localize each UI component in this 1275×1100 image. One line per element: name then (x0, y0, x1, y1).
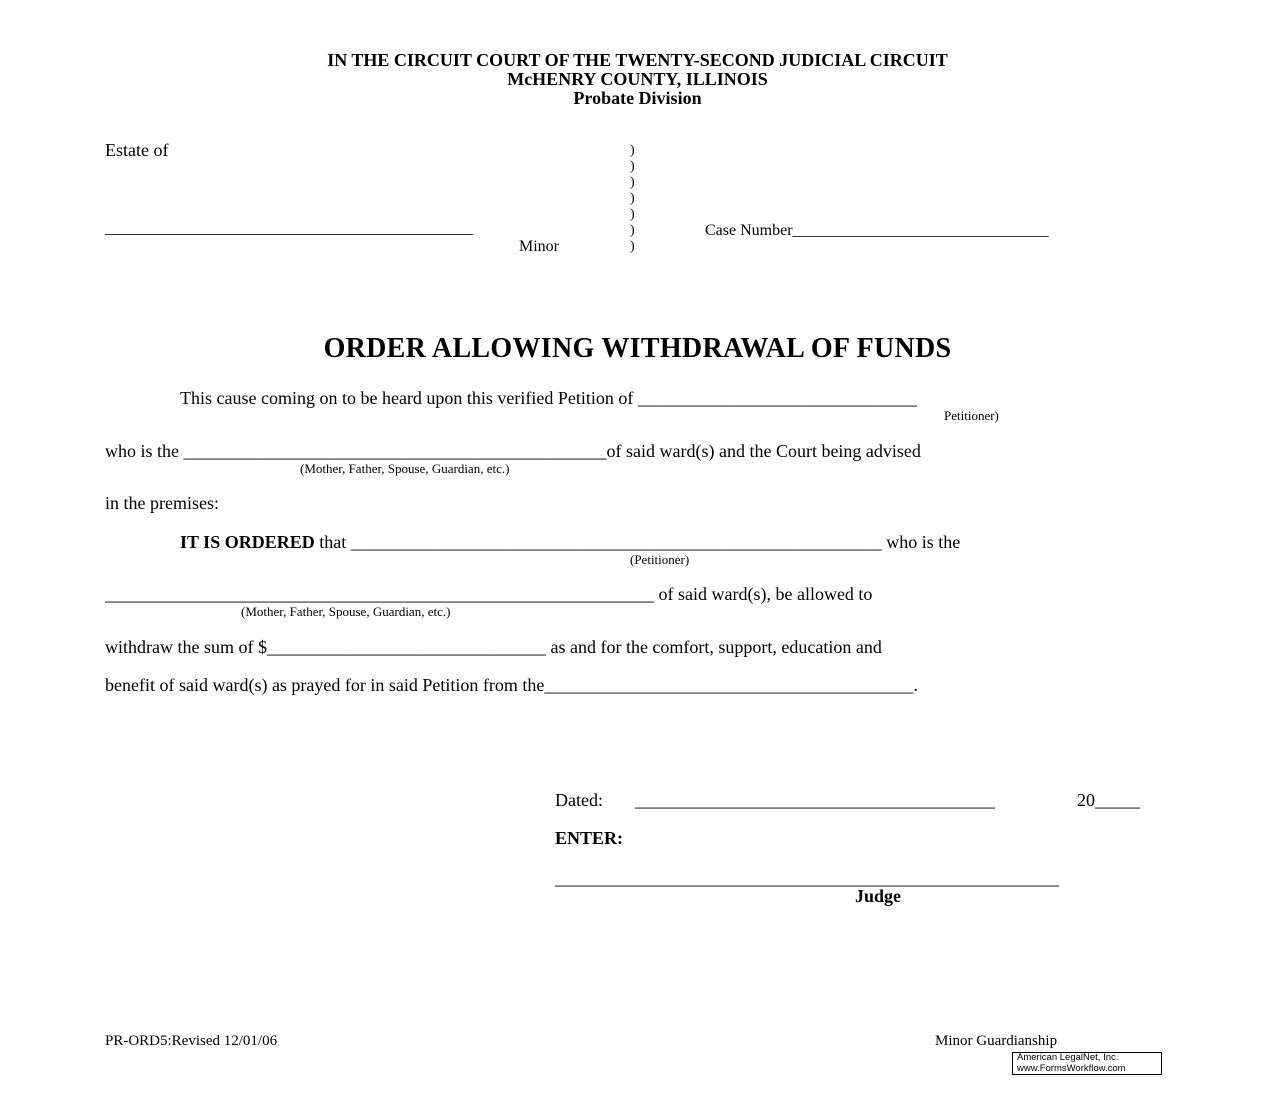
case-number-line: ________________________________ (792, 222, 1049, 239)
court-name: IN THE CIRCUIT COURT OF THE TWENTY-SECOND JUDICIAL CIRCUIT (327, 50, 948, 70)
case-number-field (705, 222, 1049, 240)
petition-line: This cause coming on to be heard upon this verified Petition of _______________________________ (180, 388, 917, 408)
county-name: McHENRY COUNTY, ILLINOIS (507, 69, 768, 89)
division-name: Probate Division (573, 88, 702, 108)
dated-line: ________________________________________ (635, 790, 995, 810)
relation-caption: (Mother, Father, Spouse, Guardian, etc.) (300, 461, 510, 476)
caption-paren: ) (630, 143, 635, 158)
caption-paren: ) (630, 191, 635, 206)
relation-line (105, 441, 921, 462)
case-number-label: Case Number (705, 222, 793, 239)
minor-label: Minor (519, 238, 559, 255)
form-category: Minor Guardianship (935, 1033, 1058, 1049)
relation-caption-2: (Mother, Father, Spouse, Guardian, etc.) (241, 604, 451, 619)
estate-name-line: ______________________________________________ (105, 220, 473, 237)
premises-line: in the premises: (105, 493, 219, 513)
relation-blank: _______________________________________________ (183, 441, 607, 461)
judge-signature-line: ________________________________________________________ (555, 868, 1059, 888)
estate-of-label: Estate of (105, 140, 169, 160)
ordered-line (180, 532, 960, 553)
petitioner-caption: Petitioner) (944, 408, 999, 423)
document-title: ORDER ALLOWING WITHDRAWAL OF FUNDS (323, 333, 952, 364)
relation-suffix: of said ward(s) and the Court being advised (606, 441, 921, 461)
badge-company: American LegalNet, Inc. (1017, 1052, 1119, 1063)
caption-paren: ) (630, 207, 635, 222)
petitioner-caption-2: (Petitioner) (630, 552, 690, 567)
dated-label: Dated: (555, 790, 603, 810)
year-field: 20_____ (1077, 790, 1140, 810)
judge-label: Judge (855, 886, 902, 906)
relation-prefix: who is the (105, 441, 184, 461)
caption-paren: ) (630, 239, 635, 254)
form-id: PR-ORD5:Revised 12/01/06 (105, 1033, 278, 1049)
ordered-text: that ___________________________________________________________ who is the (314, 532, 961, 552)
enter-label: ENTER: (555, 828, 624, 848)
caption-paren: ) (630, 223, 635, 238)
ordered-heading: IT IS ORDERED (180, 532, 315, 552)
benefit-line: benefit of said ward(s) as prayed for in said Petition from the_________________________________________. (105, 675, 918, 695)
caption-paren: ) (630, 175, 635, 190)
relation-line-2: _____________________________________________________________ of said ward(s), be allowed to (105, 584, 873, 604)
caption-paren: ) (630, 159, 635, 174)
badge-url: www.FormsWorkflow.com (1017, 1062, 1126, 1074)
sum-line: withdraw the sum of $_______________________________ as and for the comfort, support, education and (105, 637, 882, 657)
legalnet-badge (1012, 1052, 1162, 1075)
